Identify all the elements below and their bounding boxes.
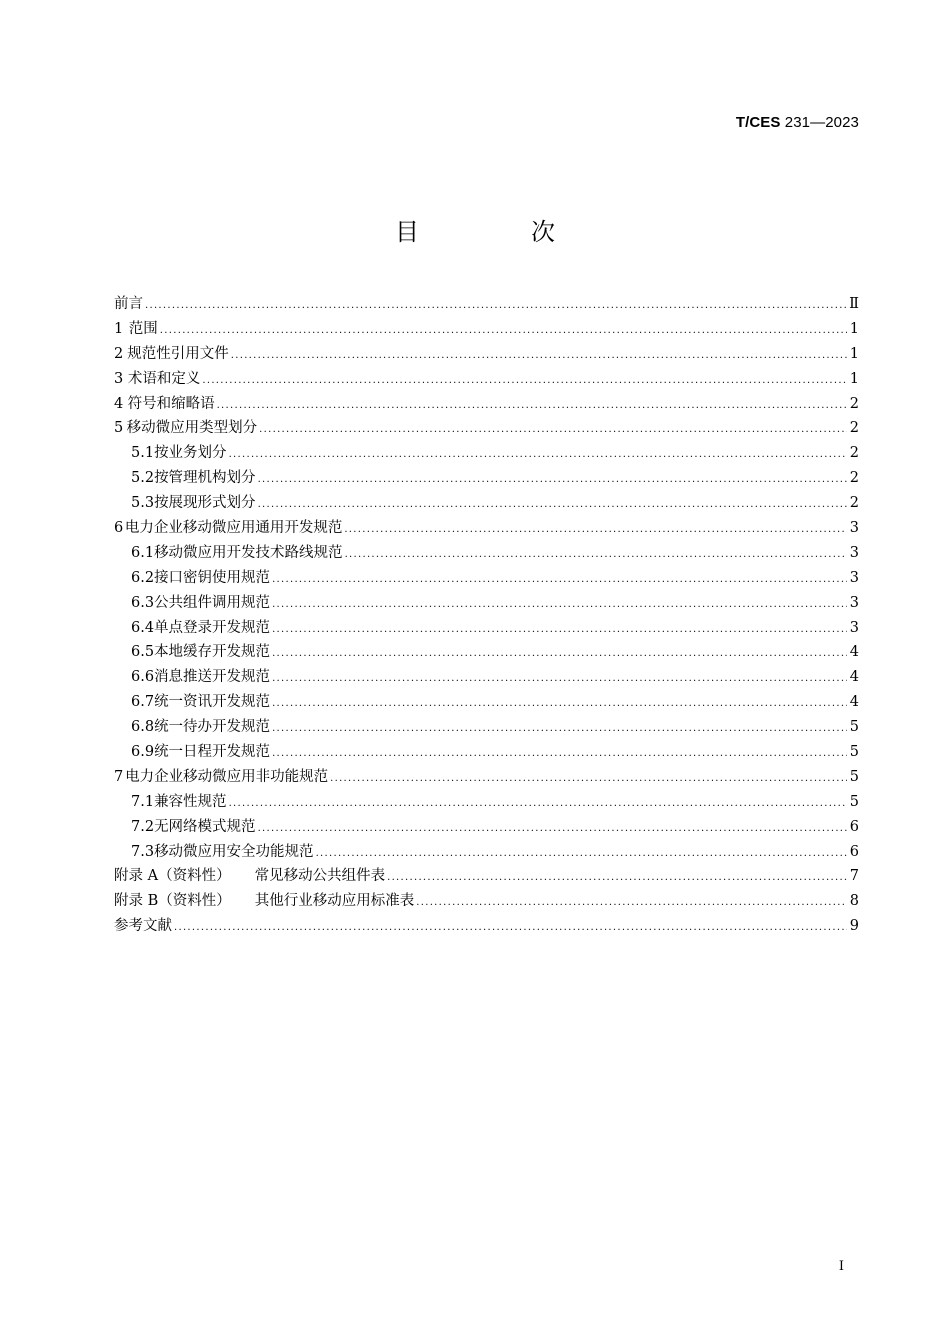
toc-leader-dots: [272, 642, 847, 667]
toc-entry-page: 1: [849, 320, 859, 337]
toc-entry-page: 7: [849, 868, 859, 885]
toc-entry-label: 接口密钥使用规范: [154, 569, 271, 586]
toc-entry-number: 2: [114, 345, 124, 362]
toc-entry-number: 附录 A（资料性）: [114, 868, 231, 885]
toc-entry-page: 2: [849, 495, 859, 512]
toc-entry-number: 6.8: [131, 719, 155, 736]
toc-entry-page: 2: [849, 445, 859, 462]
toc-entry-page: 5: [849, 768, 859, 785]
toc-leader-dots: [344, 518, 847, 543]
toc-entry[interactable]: [114, 466, 859, 491]
toc-entry-number: 附录 B（资料性）: [114, 893, 231, 910]
toc-entry[interactable]: [114, 292, 859, 317]
toc-entry[interactable]: [114, 889, 859, 914]
toc-entry[interactable]: [114, 690, 859, 715]
toc-entry-number: 6.3: [131, 594, 155, 611]
standard-code: [736, 114, 859, 131]
toc-entry-page: 2: [849, 470, 859, 487]
toc-leader-dots: [229, 792, 847, 817]
toc-leader-dots: [387, 866, 847, 891]
toc-leader-dots: [272, 568, 847, 593]
toc-entry-label: 按管理机构划分: [154, 470, 256, 487]
page-title: 目 次: [395, 218, 599, 246]
toc-entry-label: 兼容性规范: [154, 793, 227, 810]
toc-entry-label: 移动微应用安全功能规范: [154, 843, 314, 860]
toc-entry-number: 5.1: [131, 445, 155, 462]
toc-entry[interactable]: [114, 367, 859, 392]
toc-entry-number: 6.1: [131, 544, 155, 561]
toc-entry-number: 5.3: [131, 495, 155, 512]
toc-entry-page: 2: [849, 420, 859, 437]
toc-entry-page: 1: [849, 370, 859, 387]
toc-entry-number: 6.4: [131, 619, 155, 636]
toc-entry-page: 6: [849, 843, 859, 860]
toc-entry-label: 无网络模式规范: [154, 818, 256, 835]
toc-leader-dots: [174, 916, 847, 941]
toc-entry-label: 参考文献: [114, 918, 172, 935]
toc-entry[interactable]: [114, 491, 859, 516]
toc-entry-label: 公共组件调用规范: [154, 594, 271, 611]
toc-entry-label: 统一待办开发规范: [154, 719, 271, 736]
toc-entry-number: 6.9: [131, 744, 155, 761]
toc-entry-label: 符号和缩略语: [127, 395, 215, 412]
toc-entry-label: 移动微应用类型划分: [126, 420, 258, 437]
toc-leader-dots: [416, 891, 847, 916]
toc-entry-page: 5: [849, 793, 859, 810]
toc-entry-page: 9: [849, 918, 859, 935]
toc-entry-number: 6.5: [131, 644, 155, 661]
toc-entry-page: 3: [849, 619, 859, 636]
toc-leader-dots: [258, 468, 847, 493]
toc-leader-dots: [330, 767, 847, 792]
toc-entry-label: 术语和定义: [127, 370, 201, 387]
table-of-contents: [114, 292, 859, 939]
toc-entry-number: 7.1: [131, 793, 155, 810]
toc-entry-label: 单点登录开发规范: [154, 619, 271, 636]
toc-entry[interactable]: [114, 815, 859, 840]
toc-entry-page: 3: [849, 594, 859, 611]
toc-entry-page: 4: [849, 644, 859, 661]
toc-leader-dots: [272, 717, 847, 742]
toc-entry-label: 本地缓存开发规范: [154, 644, 271, 661]
toc-entry[interactable]: [114, 665, 859, 690]
toc-entry-number: 7: [114, 768, 124, 785]
toc-entry[interactable]: [114, 914, 859, 939]
toc-leader-dots: [272, 742, 847, 767]
toc-entry[interactable]: [114, 317, 859, 342]
toc-entry-page: 4: [849, 694, 859, 711]
toc-entry-number: 5.2: [131, 470, 155, 487]
toc-leader-dots: [272, 692, 847, 717]
toc-entry-number: 1: [114, 320, 124, 337]
toc-leader-dots: [272, 667, 847, 692]
toc-leader-dots: [316, 842, 847, 867]
toc-entry-label: 统一日程开发规范: [154, 744, 271, 761]
toc-leader-dots: [145, 294, 847, 319]
toc-entry-label: 范围: [128, 320, 158, 337]
toc-entry-page: 1: [849, 345, 859, 362]
toc-entry-number: 3: [114, 370, 124, 387]
toc-entry-label: 规范性引用文件: [127, 345, 229, 362]
toc-entry[interactable]: [114, 840, 859, 865]
toc-leader-dots: [229, 443, 847, 468]
toc-entry[interactable]: [114, 591, 859, 616]
toc-entry[interactable]: [114, 392, 859, 417]
toc-entry-page: 3: [849, 569, 859, 586]
toc-entry[interactable]: [114, 640, 859, 665]
toc-entry[interactable]: [114, 715, 859, 740]
standard-code-prefix: T/CES: [735, 114, 781, 131]
toc-leader-dots: [272, 593, 847, 618]
toc-entry[interactable]: [114, 790, 859, 815]
toc-entry[interactable]: [114, 765, 859, 790]
toc-entry-label: 统一资讯开发规范: [154, 694, 271, 711]
toc-leader-dots: [345, 543, 847, 568]
toc-entry-label: 电力企业移动微应用通用开发规范: [124, 520, 343, 537]
toc-entry[interactable]: [114, 864, 859, 889]
toc-entry-page: 6: [849, 818, 859, 835]
page-number: I: [838, 1259, 844, 1274]
toc-entry-label: 前言: [114, 296, 143, 312]
toc-entry-label: 其他行业移动应用标准表: [254, 893, 415, 910]
toc-entry-number: 6.2: [131, 569, 155, 586]
toc-entry-number: 6.6: [131, 669, 155, 686]
toc-leader-dots: [258, 817, 847, 842]
toc-entry-number: 6: [114, 520, 124, 537]
toc-entry-page: 3: [849, 544, 859, 561]
toc-entry-page: 5: [849, 719, 859, 736]
toc-entry[interactable]: [114, 541, 859, 566]
toc-leader-dots: [272, 618, 847, 643]
toc-entry[interactable]: [114, 566, 859, 591]
toc-entry-number: 6.7: [131, 694, 155, 711]
toc-entry-label: 按展现形式划分: [154, 495, 256, 512]
toc-entry-page: 4: [849, 669, 859, 686]
toc-entry-label: 电力企业移动微应用非功能规范: [125, 768, 329, 785]
toc-entry[interactable]: [114, 616, 859, 641]
toc-entry-page: 5: [849, 744, 859, 761]
toc-entry-label: 常见移动公共组件表: [254, 868, 386, 885]
toc-entry[interactable]: [114, 342, 859, 367]
toc-leader-dots: [202, 369, 847, 394]
toc-entry-page: 8: [849, 893, 859, 910]
toc-entry-page: 2: [849, 395, 859, 412]
toc-entry[interactable]: [114, 441, 859, 466]
toc-entry-label: 消息推送开发规范: [154, 669, 271, 686]
toc-entry[interactable]: [114, 516, 859, 541]
toc-entry-number: 5: [114, 420, 124, 437]
toc-leader-dots: [231, 344, 847, 369]
toc-entry-label: 按业务划分: [154, 445, 227, 462]
toc-leader-dots: [258, 493, 847, 518]
toc-leader-dots: [160, 319, 847, 344]
toc-entry-number: 7.2: [131, 818, 155, 835]
toc-entry[interactable]: [114, 416, 859, 441]
toc-entry-page: Ⅱ: [849, 296, 859, 312]
toc-leader-dots: [217, 394, 847, 419]
toc-entry-number: 7.3: [131, 843, 155, 860]
toc-entry[interactable]: [114, 740, 859, 765]
standard-code-number: 231—2023: [784, 114, 859, 131]
toc-entry-page: 3: [849, 520, 859, 537]
toc-entry-label: 移动微应用开发技术路线规范: [154, 544, 343, 561]
toc-entry-number: 4: [114, 395, 124, 412]
toc-leader-dots: [259, 418, 847, 443]
